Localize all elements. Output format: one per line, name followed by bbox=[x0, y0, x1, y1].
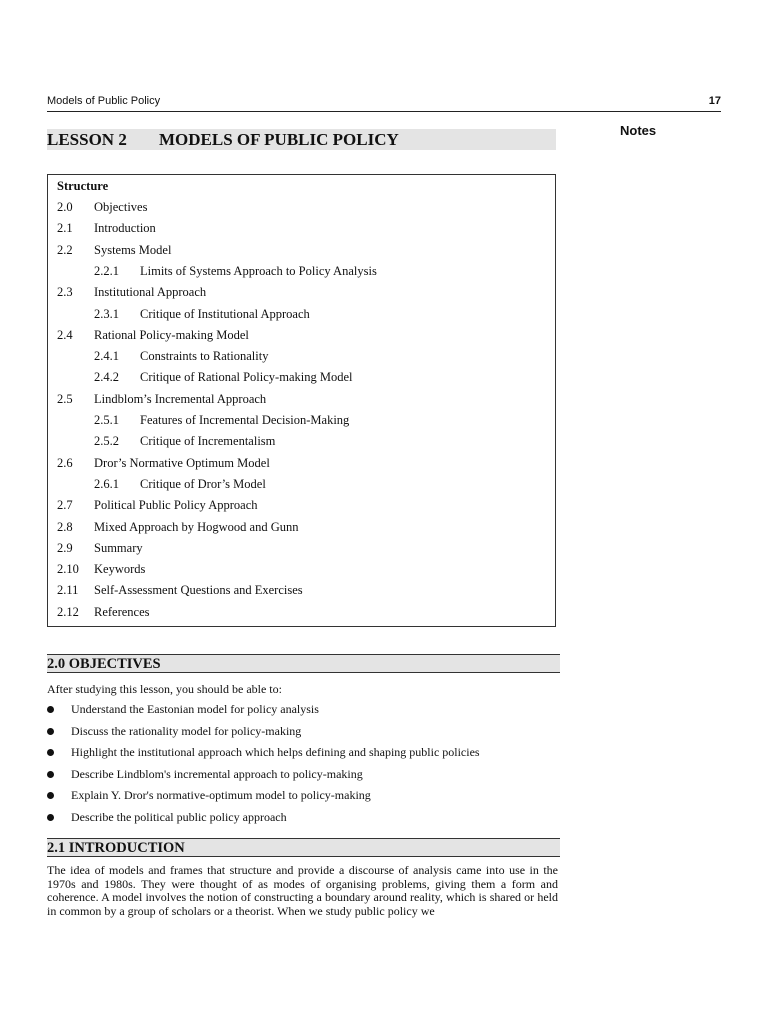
bullet-icon bbox=[47, 706, 54, 713]
structure-item-text: Summary bbox=[94, 540, 143, 555]
objectives-heading: 2.0 OBJECTIVES bbox=[47, 654, 560, 673]
structure-heading: Structure bbox=[57, 179, 109, 193]
structure-item-number: 2.6.1 bbox=[94, 476, 119, 491]
structure-item-number: 2.6 bbox=[57, 455, 73, 470]
structure-item-number: 2.11 bbox=[57, 583, 79, 598]
header-title: Models of Public Policy bbox=[47, 95, 161, 107]
structure-item-text: Mixed Approach by Hogwood and Gunn bbox=[94, 519, 299, 534]
page-number: 17 bbox=[708, 95, 721, 107]
structure-item-number: 2.3.1 bbox=[94, 306, 119, 321]
structure-item-text: Critique of Institutional Approach bbox=[140, 306, 310, 321]
structure-item-text: Constraints to Rationality bbox=[140, 349, 269, 364]
structure-item-number: 2.12 bbox=[57, 604, 79, 619]
structure-item-number: 2.2.1 bbox=[94, 263, 119, 278]
structure-item-text: Objectives bbox=[94, 200, 148, 214]
objective-text: Describe the political public policy approach bbox=[71, 809, 287, 824]
objective-text: Explain Y. Dror's normative-optimum model to policy-making bbox=[71, 788, 371, 802]
structure-item-number: 2.5.1 bbox=[94, 413, 119, 427]
structure-box bbox=[47, 174, 556, 627]
structure-item-text: Keywords bbox=[94, 562, 146, 577]
structure-item-number: 2.4 bbox=[57, 327, 73, 342]
structure-item-number: 2.5.2 bbox=[94, 434, 119, 449]
structure-item-text: Critique of Rational Policy-making Model bbox=[140, 370, 353, 385]
lesson-name: MODELS OF PUBLIC POLICY bbox=[159, 130, 399, 149]
structure-item-number: 2.4.2 bbox=[94, 370, 119, 385]
structure-item-number: 2.5 bbox=[57, 391, 73, 406]
structure-item-text: Features of Incremental Decision-Making bbox=[140, 413, 350, 427]
running-header bbox=[47, 95, 721, 112]
structure-item-text: Lindblom’s Incremental Approach bbox=[94, 391, 267, 406]
bullet-icon bbox=[47, 728, 54, 735]
structure-item-number: 2.0 bbox=[57, 200, 73, 214]
structure-item-number: 2.2 bbox=[57, 242, 73, 257]
structure-item-text: Institutional Approach bbox=[94, 285, 207, 300]
structure-item-text: Dror’s Normative Optimum Model bbox=[94, 455, 270, 470]
structure-item-number: 2.3 bbox=[57, 285, 73, 300]
objective-text: Describe Lindblom's incremental approach to policy-making bbox=[71, 766, 363, 781]
bullet-icon bbox=[47, 814, 54, 821]
structure-item-number: 2.10 bbox=[57, 562, 79, 577]
introduction-paragraph: The idea of models and frames that structure and provide a discourse of analysis came into use in the 1970s and 1980s. They were thought of as modes of organising problems, giving them a form and coherence. A model involves the notion of constructing a boundary around reality, which is shared or held in common by a group of scholars or a theorist. When we study public policy we bbox=[47, 863, 558, 918]
objective-text: Discuss the rationality model for policy-making bbox=[71, 723, 302, 738]
lesson-title bbox=[47, 129, 556, 150]
objective-text: Understand the Eastonian model for policy analysis bbox=[71, 702, 319, 716]
structure-item-text: Political Public Policy Approach bbox=[94, 498, 258, 513]
structure-item-text: References bbox=[94, 604, 150, 619]
lesson-number: LESSON 2 bbox=[47, 130, 127, 149]
objectives-intro: After studying this lesson, you should be able to: bbox=[47, 682, 282, 696]
structure-item-number: 2.4.1 bbox=[94, 349, 119, 364]
bullet-icon bbox=[47, 771, 54, 778]
structure-item-text: Rational Policy-making Model bbox=[94, 327, 249, 342]
structure-item-number: 2.8 bbox=[57, 519, 73, 534]
structure-item-number: 2.7 bbox=[57, 498, 73, 513]
structure-item-text: Critique of Dror’s Model bbox=[140, 476, 266, 491]
structure-item-number: 2.1 bbox=[57, 221, 73, 236]
structure-item-text: Introduction bbox=[94, 221, 156, 236]
introduction-heading: 2.1 INTRODUCTION bbox=[47, 838, 560, 857]
structure-item-number: 2.9 bbox=[57, 540, 73, 555]
structure-item-text: Critique of Incrementalism bbox=[140, 434, 276, 449]
structure-item-text: Systems Model bbox=[94, 242, 172, 257]
structure-item-text: Self-Assessment Questions and Exercises bbox=[94, 583, 303, 598]
bullet-icon bbox=[47, 792, 54, 799]
margin-notes-label: Notes bbox=[620, 123, 657, 138]
structure-item-text: Limits of Systems Approach to Policy Analysis bbox=[140, 263, 377, 278]
bullet-icon bbox=[47, 749, 54, 756]
objective-text: Highlight the institutional approach which helps defining and shaping public policies bbox=[71, 745, 480, 759]
